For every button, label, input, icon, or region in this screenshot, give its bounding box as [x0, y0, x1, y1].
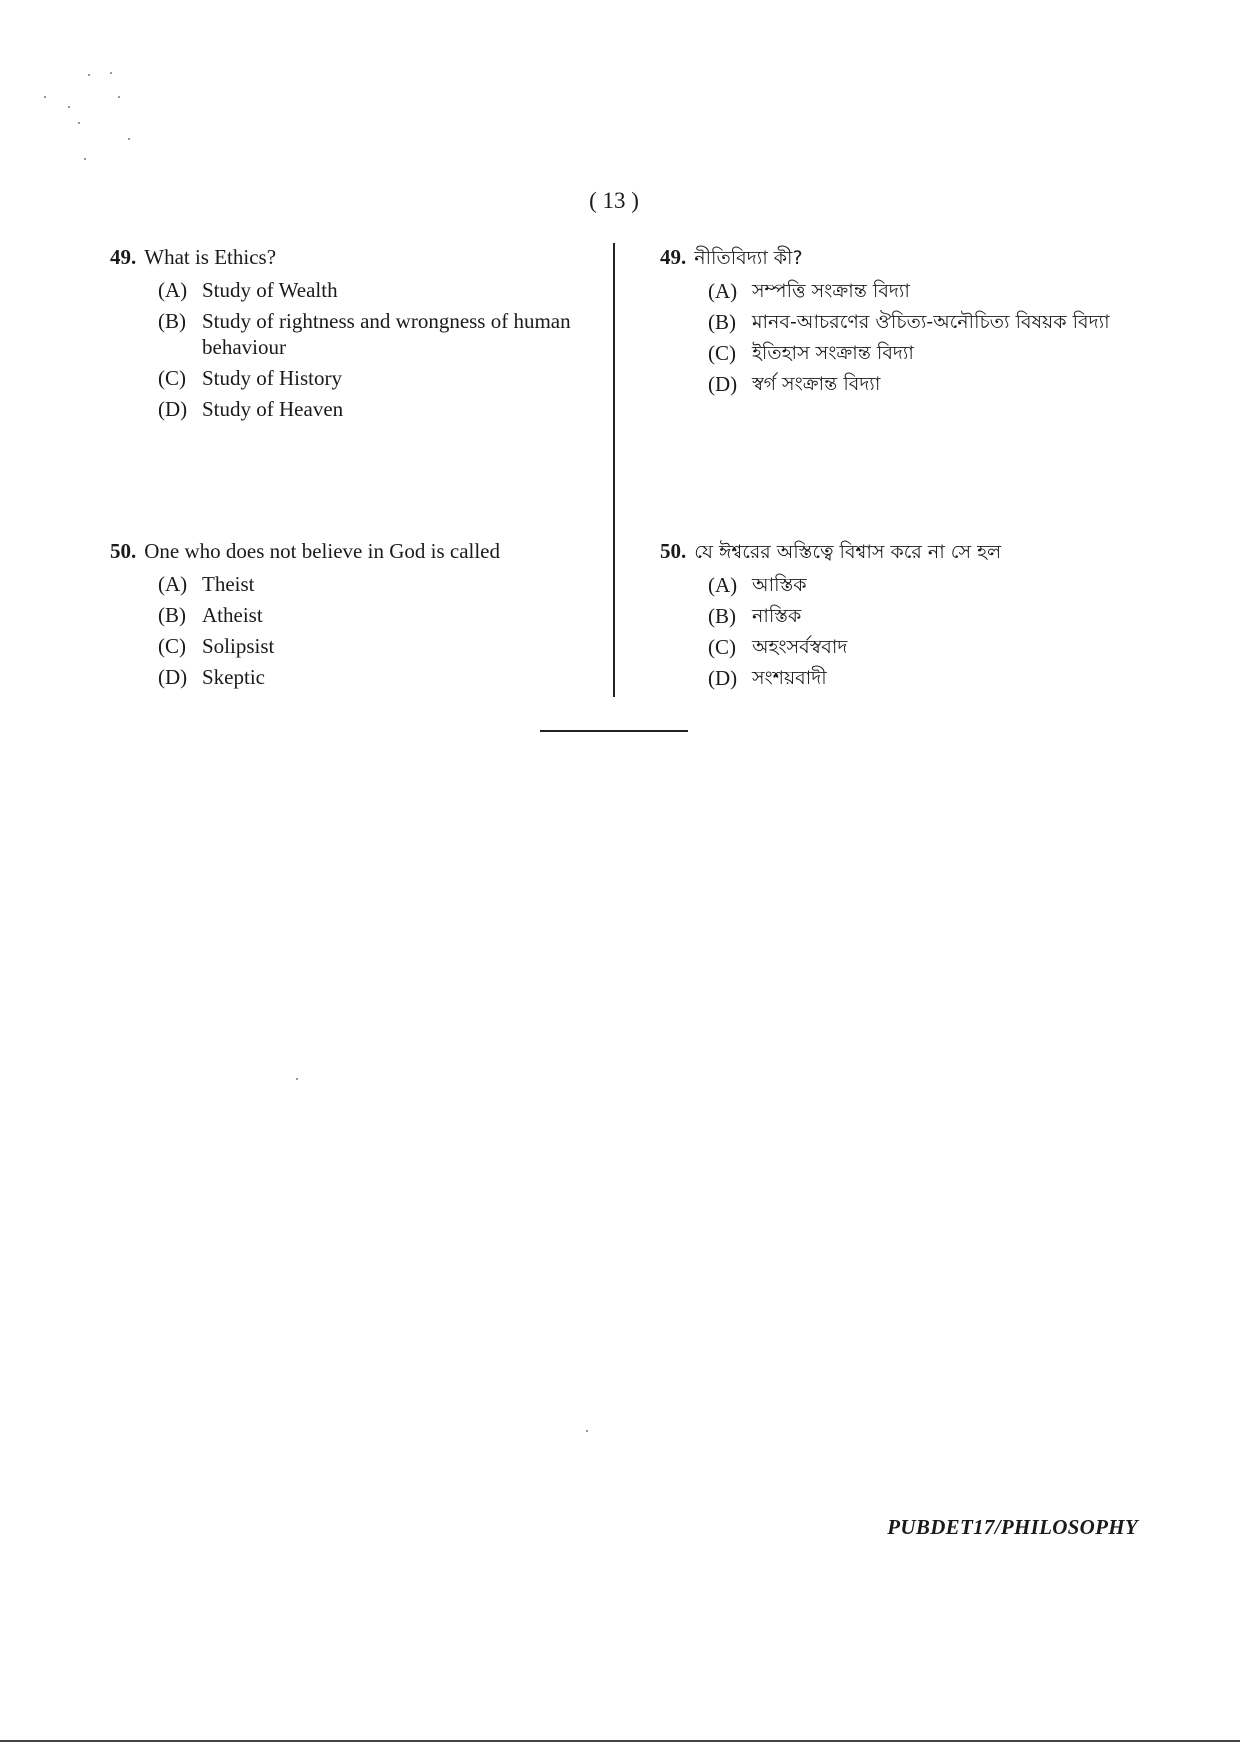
option-letter: (A) — [708, 573, 738, 597]
column-divider — [613, 243, 615, 697]
option-letter: (B) — [158, 603, 186, 627]
option-text: সম্পত্তি সংক্রান্ত বিদ্যা — [752, 280, 910, 302]
options-list — [708, 278, 1160, 397]
option-letter: (C) — [708, 341, 736, 365]
question-stem — [660, 536, 1160, 567]
question-stem — [110, 242, 610, 272]
question-number: 50. — [110, 539, 137, 563]
option-c — [708, 340, 1160, 366]
option-c — [158, 633, 610, 659]
option-text: Solipsist — [202, 634, 275, 658]
option-text: Study of Wealth — [202, 278, 338, 302]
question-text: নীতিবিদ্যা কী? — [694, 247, 803, 269]
option-text: Study of History — [202, 366, 343, 390]
option-c — [708, 634, 1160, 660]
question-text: যে ঈশ্বরের অস্তিত্বে বিশ্বাস করে না সে হল — [694, 541, 1002, 563]
question-stem — [660, 242, 1160, 273]
option-text: সংশয়বাদী — [752, 667, 827, 689]
question-50-bengali — [660, 536, 1160, 691]
option-text: Study of rightness and wrongness of human behaviour — [202, 309, 571, 359]
option-letter: (B) — [708, 604, 736, 628]
question-number: 49. — [110, 245, 137, 269]
option-d — [158, 664, 610, 690]
option-b — [158, 308, 610, 360]
option-letter: (C) — [158, 366, 186, 390]
option-d — [708, 371, 1160, 397]
option-text: মানব-আচরণের ঔচিত্য-অনৌচিত্য বিষয়ক বিদ্যা — [752, 311, 1110, 333]
option-text: নাস্তিক — [752, 605, 802, 627]
paper-code: PUBDET17/PHILOSOPHY — [887, 1515, 1138, 1539]
options-list — [158, 571, 610, 690]
option-a — [708, 278, 1160, 304]
option-text: Atheist — [202, 603, 263, 627]
option-text: আস্তিক — [752, 574, 807, 596]
option-b — [708, 309, 1160, 335]
option-letter: (C) — [158, 634, 186, 658]
question-49-bengali — [660, 242, 1160, 397]
option-text: Theist — [202, 572, 255, 596]
option-letter: (B) — [708, 310, 736, 334]
question-number: 49. — [660, 245, 687, 269]
option-d — [708, 665, 1160, 691]
option-text: ইতিহাস সংক্রান্ত বিদ্যা — [752, 342, 914, 364]
option-a — [708, 572, 1160, 598]
options-list — [708, 572, 1160, 691]
option-text: Study of Heaven — [202, 397, 344, 421]
option-letter: (A) — [158, 278, 188, 302]
page-number: ( 13 ) — [589, 188, 639, 213]
options-list — [158, 277, 610, 422]
option-b — [708, 603, 1160, 629]
option-text: স্বর্গ সংক্রান্ত বিদ্যা — [752, 373, 881, 395]
option-letter: (A) — [158, 572, 188, 596]
option-letter: (C) — [708, 635, 736, 659]
option-a — [158, 277, 610, 303]
option-letter: (D) — [708, 666, 738, 690]
option-text: Skeptic — [202, 665, 265, 689]
page-bottom-rule — [0, 1740, 1240, 1742]
option-letter: (A) — [708, 279, 738, 303]
question-text: One who does not believe in God is called — [144, 539, 500, 563]
question-number: 50. — [660, 539, 687, 563]
section-end-rule — [540, 730, 688, 732]
question-stem — [110, 536, 610, 566]
option-text: অহংসর্বস্ববাদ — [752, 636, 848, 658]
option-c — [158, 365, 610, 391]
option-d — [158, 396, 610, 422]
option-letter: (D) — [158, 665, 188, 689]
question-50-english — [110, 536, 610, 690]
option-letter: (D) — [158, 397, 188, 421]
option-b — [158, 602, 610, 628]
option-a — [158, 571, 610, 597]
question-text: What is Ethics? — [144, 245, 277, 269]
option-letter: (D) — [708, 372, 738, 396]
question-49-english — [110, 242, 610, 422]
option-letter: (B) — [158, 309, 186, 333]
